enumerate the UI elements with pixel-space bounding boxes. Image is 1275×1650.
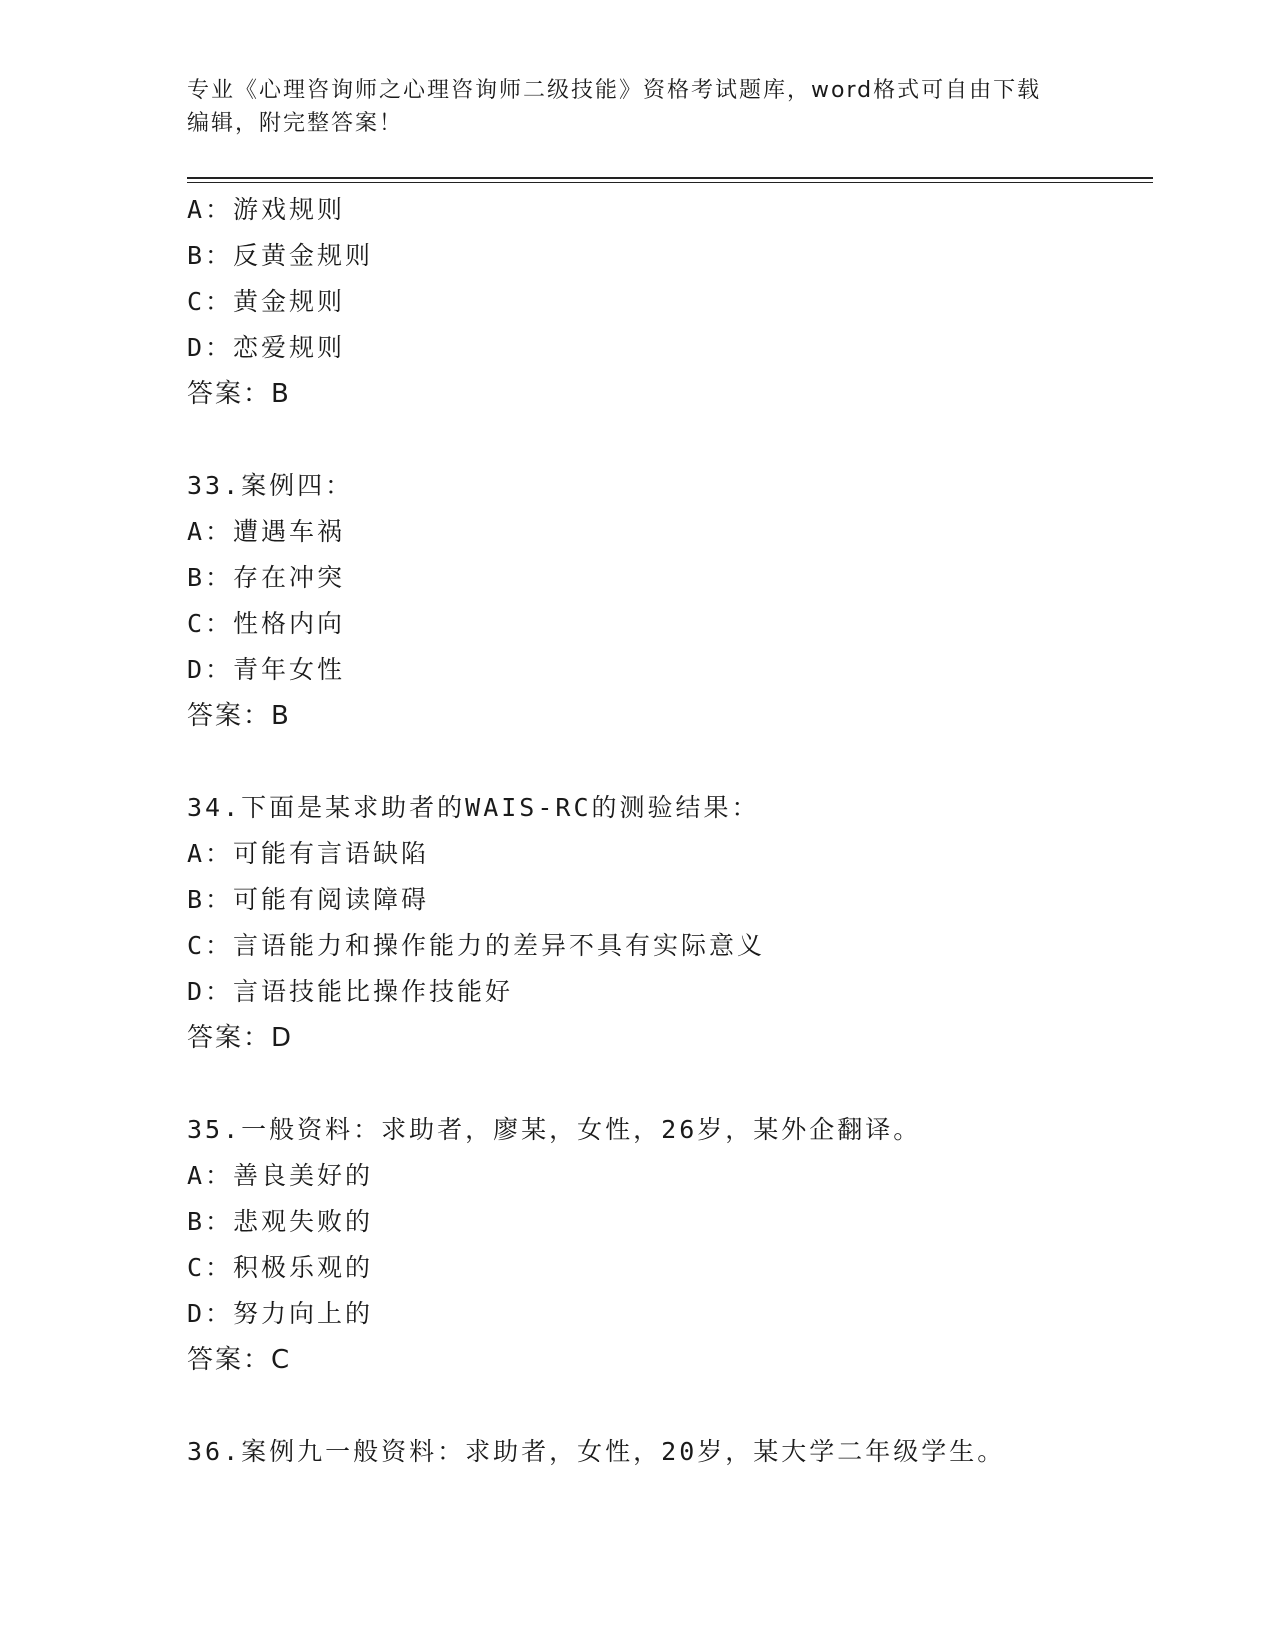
- question-stem: 33.案例四：: [187, 471, 354, 500]
- question-stem: 35.一般资料：求助者，廖某，女性，26岁，某外企翻译。: [187, 1115, 922, 1144]
- header-divider-thick: [187, 177, 1153, 179]
- option-d: D：青年女性: [187, 655, 346, 684]
- document-header: [187, 74, 1087, 140]
- question-34: [187, 785, 1147, 1061]
- answer-line: 答案：C: [187, 1345, 292, 1375]
- question-stem: 36.案例九一般资料：求助者，女性，20岁，某大学二年级学生。: [187, 1437, 1006, 1466]
- option-b: B：悲观失败的: [187, 1207, 374, 1236]
- answer-line: 答案：B: [187, 379, 291, 409]
- option-c: C：性格内向: [187, 609, 346, 638]
- spacer: [187, 739, 1147, 785]
- header-divider-thin: [187, 182, 1153, 183]
- question-stem: 34.下面是某求助者的WAIS-RC的测验结果：: [187, 793, 760, 822]
- option-d: D：恋爱规则: [187, 333, 346, 362]
- option-a: A：游戏规则: [187, 195, 346, 224]
- header-line-1: 专业《心理咨询师之心理咨询师二级技能》资格考试题库，word格式可自由下载: [187, 78, 1042, 103]
- option-b: B：可能有阅读障碍: [187, 885, 430, 914]
- option-c: C：积极乐观的: [187, 1253, 374, 1282]
- question-33: [187, 463, 1147, 739]
- option-c: C：黄金规则: [187, 287, 346, 316]
- option-d: D：言语技能比操作技能好: [187, 977, 514, 1006]
- header-line-2: 编辑，附完整答案！: [187, 111, 404, 136]
- option-a: A：遭遇车祸: [187, 517, 346, 546]
- option-d: D：努力向上的: [187, 1299, 374, 1328]
- answer-line: 答案：D: [187, 1023, 294, 1053]
- option-a: A：可能有言语缺陷: [187, 839, 430, 868]
- option-c: C：言语能力和操作能力的差异不具有实际意义: [187, 931, 766, 960]
- question-32: [187, 187, 1147, 417]
- option-b: B：存在冲突: [187, 563, 346, 592]
- spacer: [187, 1061, 1147, 1107]
- answer-line: 答案：B: [187, 701, 291, 731]
- spacer: [187, 417, 1147, 463]
- question-list: [187, 187, 1147, 1475]
- option-b: B：反黄金规则: [187, 241, 374, 270]
- spacer: [187, 1383, 1147, 1429]
- option-a: A：善良美好的: [187, 1161, 374, 1190]
- question-35: [187, 1107, 1147, 1383]
- question-36: [187, 1429, 1147, 1475]
